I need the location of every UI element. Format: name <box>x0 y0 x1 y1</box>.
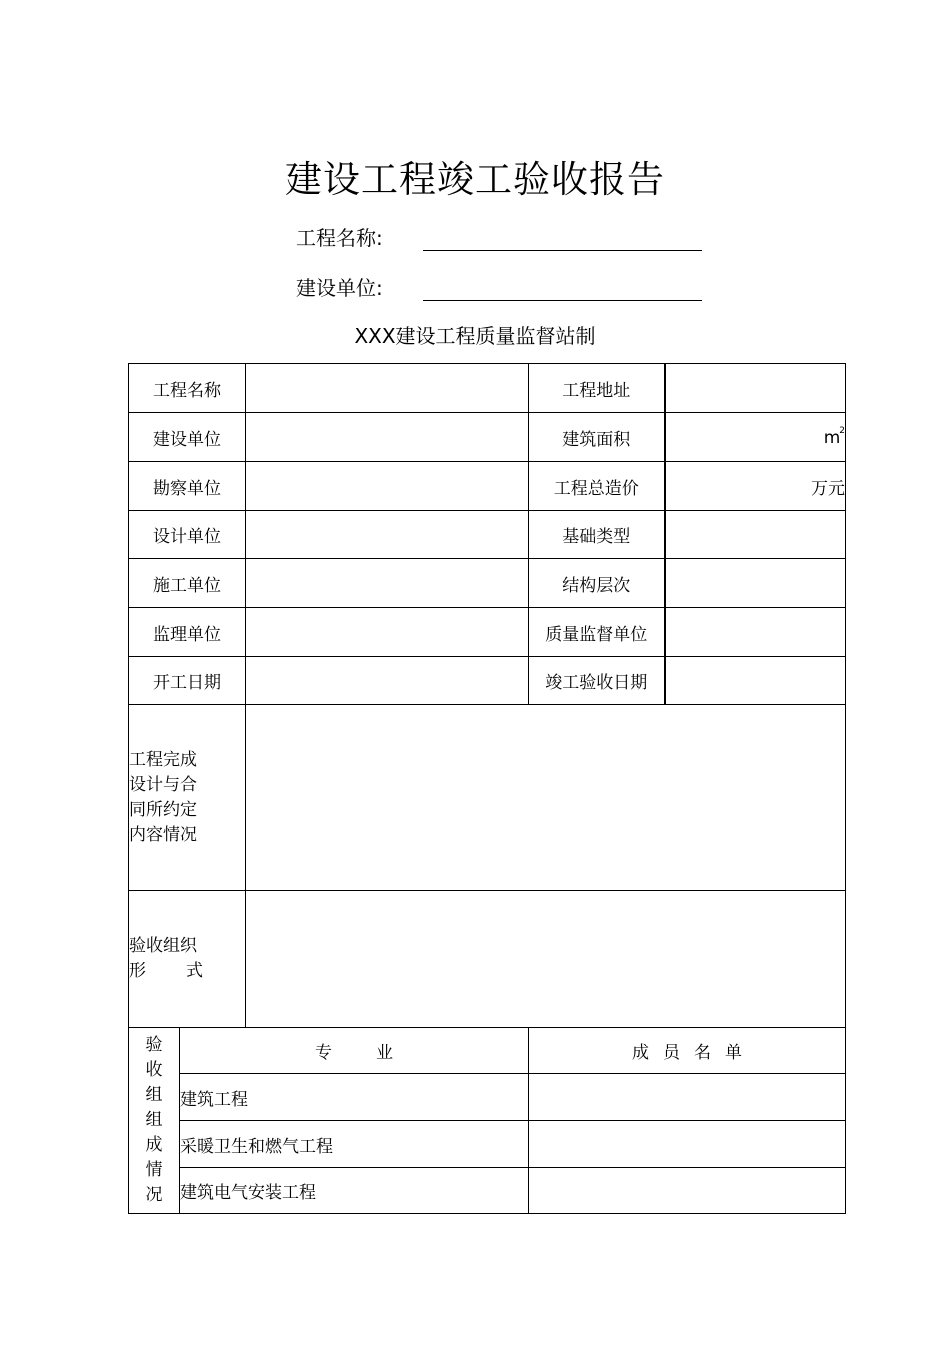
report-title: 建设工程竣工验收报告 <box>285 158 665 201</box>
row-label-floor-area: 建筑面积 <box>529 413 665 462</box>
project-name-label: 工程名称: <box>296 226 383 250</box>
table-row <box>129 413 846 462</box>
table-row <box>129 364 846 413</box>
acceptance-date-cell[interactable] <box>665 657 846 705</box>
row-label-design: 设计单位 <box>129 511 246 559</box>
row-label-project-name: 工程名称 <box>129 364 246 413</box>
acceptance-org-cell[interactable] <box>246 891 846 1028</box>
label-char: 形 <box>129 961 146 981</box>
report-form-table <box>128 363 846 1214</box>
column-header-text: 成员名单 <box>632 1043 756 1063</box>
acceptance-org-label <box>129 891 246 1028</box>
members-cell[interactable] <box>529 1168 846 1214</box>
survey-cell[interactable] <box>246 462 529 511</box>
row-label-acceptance-date: 竣工验收日期 <box>529 657 665 705</box>
table-row <box>129 891 846 1028</box>
label-char: 收 <box>145 1060 163 1080</box>
label-line: 验收组织 <box>129 936 197 956</box>
label-char: 组 <box>145 1085 163 1105</box>
quality-supervision-cell[interactable] <box>665 608 846 657</box>
table-row <box>129 1028 846 1074</box>
supervision-cell[interactable] <box>246 608 529 657</box>
members-cell[interactable] <box>529 1074 846 1121</box>
builder-cell[interactable] <box>246 413 529 462</box>
row-label-foundation-type: 基础类型 <box>529 511 665 559</box>
start-date-cell[interactable] <box>246 657 529 705</box>
specialty-cell: 采暖卫生和燃气工程 <box>180 1121 529 1168</box>
specialty-cell: 建筑工程 <box>180 1074 529 1121</box>
column-header-text: 专业 <box>315 1043 437 1063</box>
label-char: 情 <box>145 1160 163 1180</box>
project-name-cell[interactable] <box>246 364 529 413</box>
label-char: 式 <box>186 961 203 981</box>
row-label-start-date: 开工日期 <box>129 657 246 705</box>
label-line: 同所约定 <box>129 799 197 820</box>
table-row <box>129 657 846 705</box>
design-cell[interactable] <box>246 511 529 559</box>
label-line: 内容情况 <box>129 824 197 845</box>
label-char: 况 <box>145 1185 163 1205</box>
row-label-project-address: 工程地址 <box>529 364 665 413</box>
label-line: 工程完成 <box>129 749 197 770</box>
area-unit-sup: 2 <box>839 426 845 436</box>
table-row <box>129 511 846 559</box>
cost-unit: 万元 <box>811 478 845 499</box>
row-label-survey: 勘察单位 <box>129 462 246 511</box>
row-label-builder: 建设单位 <box>129 413 246 462</box>
project-address-cell[interactable] <box>665 364 846 413</box>
label-line-justified <box>129 959 203 984</box>
project-name-underline[interactable] <box>423 250 702 251</box>
foundation-type-cell[interactable] <box>665 511 846 559</box>
issuer-line: XXX建设工程质量监督站制 <box>354 324 596 348</box>
row-label-structure-floors: 结构层次 <box>529 559 665 608</box>
area-unit: m <box>823 428 841 448</box>
table-row <box>129 1074 846 1121</box>
builder-label: 建设单位: <box>296 276 383 300</box>
table-row <box>129 559 846 608</box>
specialty-cell: 建筑电气安装工程 <box>180 1168 529 1214</box>
total-cost-cell[interactable] <box>665 462 846 511</box>
table-row <box>129 1168 846 1214</box>
floor-area-cell[interactable] <box>665 413 846 462</box>
row-label-supervision: 监理单位 <box>129 608 246 657</box>
structure-floors-cell[interactable] <box>665 559 846 608</box>
construction-cell[interactable] <box>246 559 529 608</box>
column-header-specialty <box>180 1028 529 1074</box>
label-line: 设计与合 <box>129 774 197 795</box>
label-char: 成 <box>145 1135 163 1155</box>
label-char: 组 <box>145 1110 163 1130</box>
row-label-construction: 施工单位 <box>129 559 246 608</box>
row-label-total-cost: 工程总造价 <box>529 462 665 511</box>
members-cell[interactable] <box>529 1121 846 1168</box>
table-row <box>129 1121 846 1168</box>
row-label-quality-supervision: 质量监督单位 <box>529 608 665 657</box>
table-row <box>129 705 846 891</box>
builder-underline[interactable] <box>423 300 702 301</box>
team-side-label <box>129 1028 180 1214</box>
table-row <box>129 608 846 657</box>
column-header-members <box>529 1028 846 1074</box>
completion-content-label <box>129 705 246 891</box>
completion-content-cell[interactable] <box>246 705 846 891</box>
label-char: 验 <box>145 1035 163 1055</box>
table-row <box>129 462 846 511</box>
